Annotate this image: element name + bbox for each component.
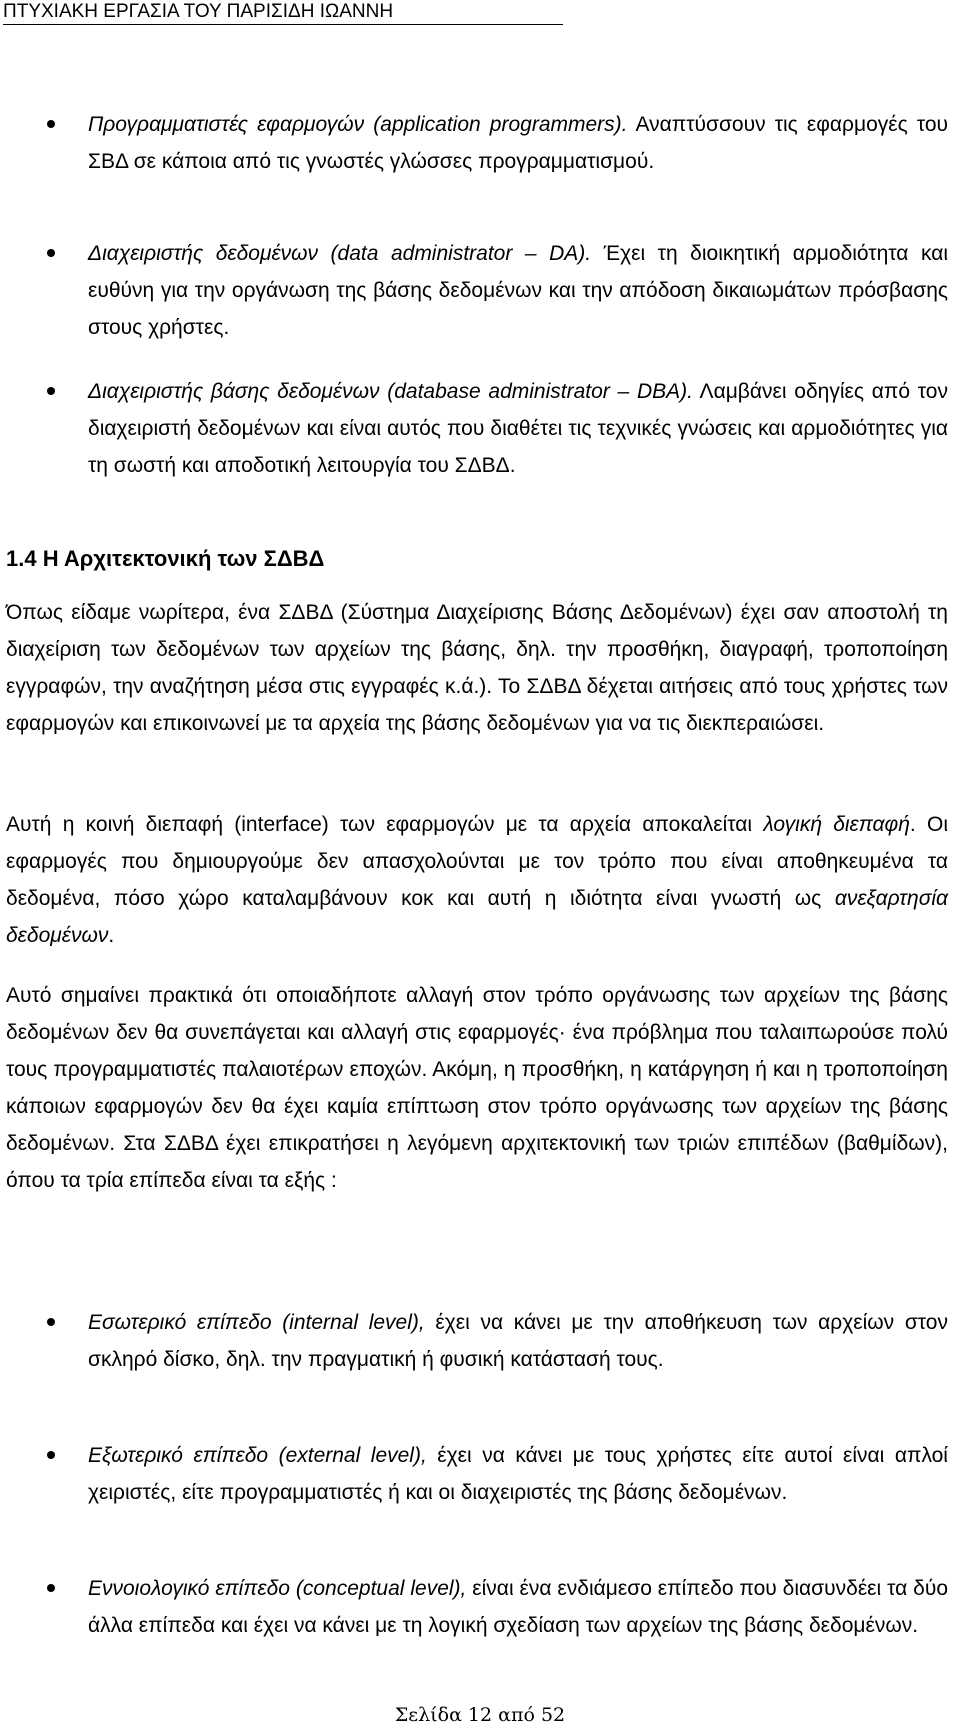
paragraph-text: Αυτή η κοινή διεπαφή (interface) των εφαρμογών με τα αρχεία αποκαλείται	[6, 813, 764, 836]
paragraph-text: . Οι εφαρμογές που δημιουργούμε δεν απασχολούνται με τον τρόπο που είναι αποθηκευμένα τα δεδομένα, πόσο χώρο καταλαμβάνουν κοκ και αυτή η ιδιότητα είναι γνωστή ως	[6, 813, 948, 910]
list-item-text: έχει να κάνει με τους χρήστες είτε αυτοί είναι απλοί χειριστές, είτε προγραμματιστές ή και οι διαχειριστές της βάσης δεδομένων.	[88, 1444, 948, 1504]
list-item-term: Εννοιολογικό επίπεδο (conceptual level),	[88, 1577, 467, 1600]
paragraph	[6, 806, 948, 954]
list-item-term: Διαχειριστής βάσης δεδομένων (database administrator – DBA).	[88, 380, 693, 403]
list-item-text: έχει να κάνει με την αποθήκευση των αρχείων στον σκληρό δίσκο, δηλ. την πραγματική ή φυσική κατάστασή τους.	[88, 1311, 948, 1371]
paragraph-text: .	[108, 924, 115, 947]
bullet-icon	[47, 1318, 55, 1326]
list-item-term: Προγραμματιστές εφαρμογών (application programmers).	[88, 113, 628, 136]
bullet-icon	[47, 1584, 55, 1592]
list-item-term: Διαχειριστής δεδομένων (data administrator – DA).	[88, 242, 592, 265]
list-item	[88, 1304, 948, 1378]
paragraph-emphasis: λογική διεπαφή	[763, 813, 910, 836]
bullet-icon	[47, 120, 55, 128]
list-item-text: Αναπτύσσουν τις εφαρμογές του ΣΒΔ σε κάποια από τις γνωστές γλώσσες προγραμματισμού.	[88, 113, 949, 173]
paragraph: Αυτό σημαίνει πρακτικά ότι οποιαδήποτε αλλαγή στον τρόπο οργάνωσης των αρχείων της βάσης δεδομένων δεν θα συνεπάγεται και αλλαγή στις εφαρμογές· ένα πρόβλημα που ταλαιπωρούσε πολύ τους προγραμματιστές παλαιοτέρων εποχών. Ακόμη, η προσθήκη, η κατάργηση ή και η τροποποίηση κάποιων εφαρμογών δεν θα έχει καμία επίπτωση στον τρόπο οργάνωσης των αρχείων της βάσης δεδομένων. Στα ΣΔΒΔ έχει επικρατήσει η λεγόμενη αρχιτεκτονική των τριών επιπέδων (βαθμίδων), όπου τα τρία επίπεδα είναι τα εξής :	[6, 984, 948, 1192]
paragraph-emphasis: ανεξαρτησία δεδομένων	[6, 887, 948, 947]
list-item	[88, 106, 948, 180]
running-header: ΠΤΥΧΙΑΚΗ ΕΡΓΑΣΙΑ ΤΟΥ ΠΑΡΙΣΙΔΗ ΙΩΑΝΝΗ	[3, 0, 563, 25]
list-item-text: Λαμβάνει οδηγίες από τον διαχειριστή δεδομένων και είναι αυτός που διαθέτει τις τεχνικές γνώσεις και αρμοδιότητες για τη σωστή και αποδοτική λειτουργία του ΣΔΒΔ.	[88, 380, 948, 477]
list-item-text: είναι ένα ενδιάμεσο επίπεδο που διασυνδέει τα δύο άλλα επίπεδα και έχει να κάνει με τη λογική σχεδίαση των αρχείων της βάσης δεδομένων.	[88, 1577, 949, 1637]
list-item	[88, 1570, 948, 1644]
bullet-icon	[47, 249, 55, 257]
paragraph: Όπως είδαμε νωρίτερα, ένα ΣΔΒΔ (Σύστημα Διαχείρισης Βάσης Δεδομένων) έχει σαν αποστολή τη διαχείριση των δεδομένων των αρχείων της βάσης, δηλ. την προσθήκη, διαγραφή, τροποποίηση εγγραφών, την αναζήτηση μέσα στις εγγραφές κ.ά.). Το ΣΔΒΔ δέχεται αιτήσεις από τους χρήστες των εφαρμογών και επικοινωνεί με τα αρχεία της βάσης δεδομένων για να τις διεκπεραιώσει.	[6, 601, 948, 735]
section-heading: 1.4 Η Αρχιτεκτονική των ΣΔΒΔ	[6, 546, 325, 571]
list-item	[88, 373, 948, 484]
list-item-text: Έχει τη διοικητική αρμοδιότητα και ευθύνη για την οργάνωση της βάσης δεδομένων και την απόδοση δικαιωμάτων πρόσβασης στους χρήστες.	[88, 242, 948, 339]
page-number: Σελίδα 12 από 52	[394, 1704, 566, 1726]
list-item	[88, 1437, 948, 1511]
bullet-icon	[47, 387, 55, 395]
list-item	[88, 235, 948, 346]
list-item-term: Εσωτερικό επίπεδο (internal level),	[88, 1311, 425, 1334]
list-item-term: Εξωτερικό επίπεδο (external level),	[88, 1444, 427, 1467]
bullet-icon	[47, 1451, 55, 1459]
